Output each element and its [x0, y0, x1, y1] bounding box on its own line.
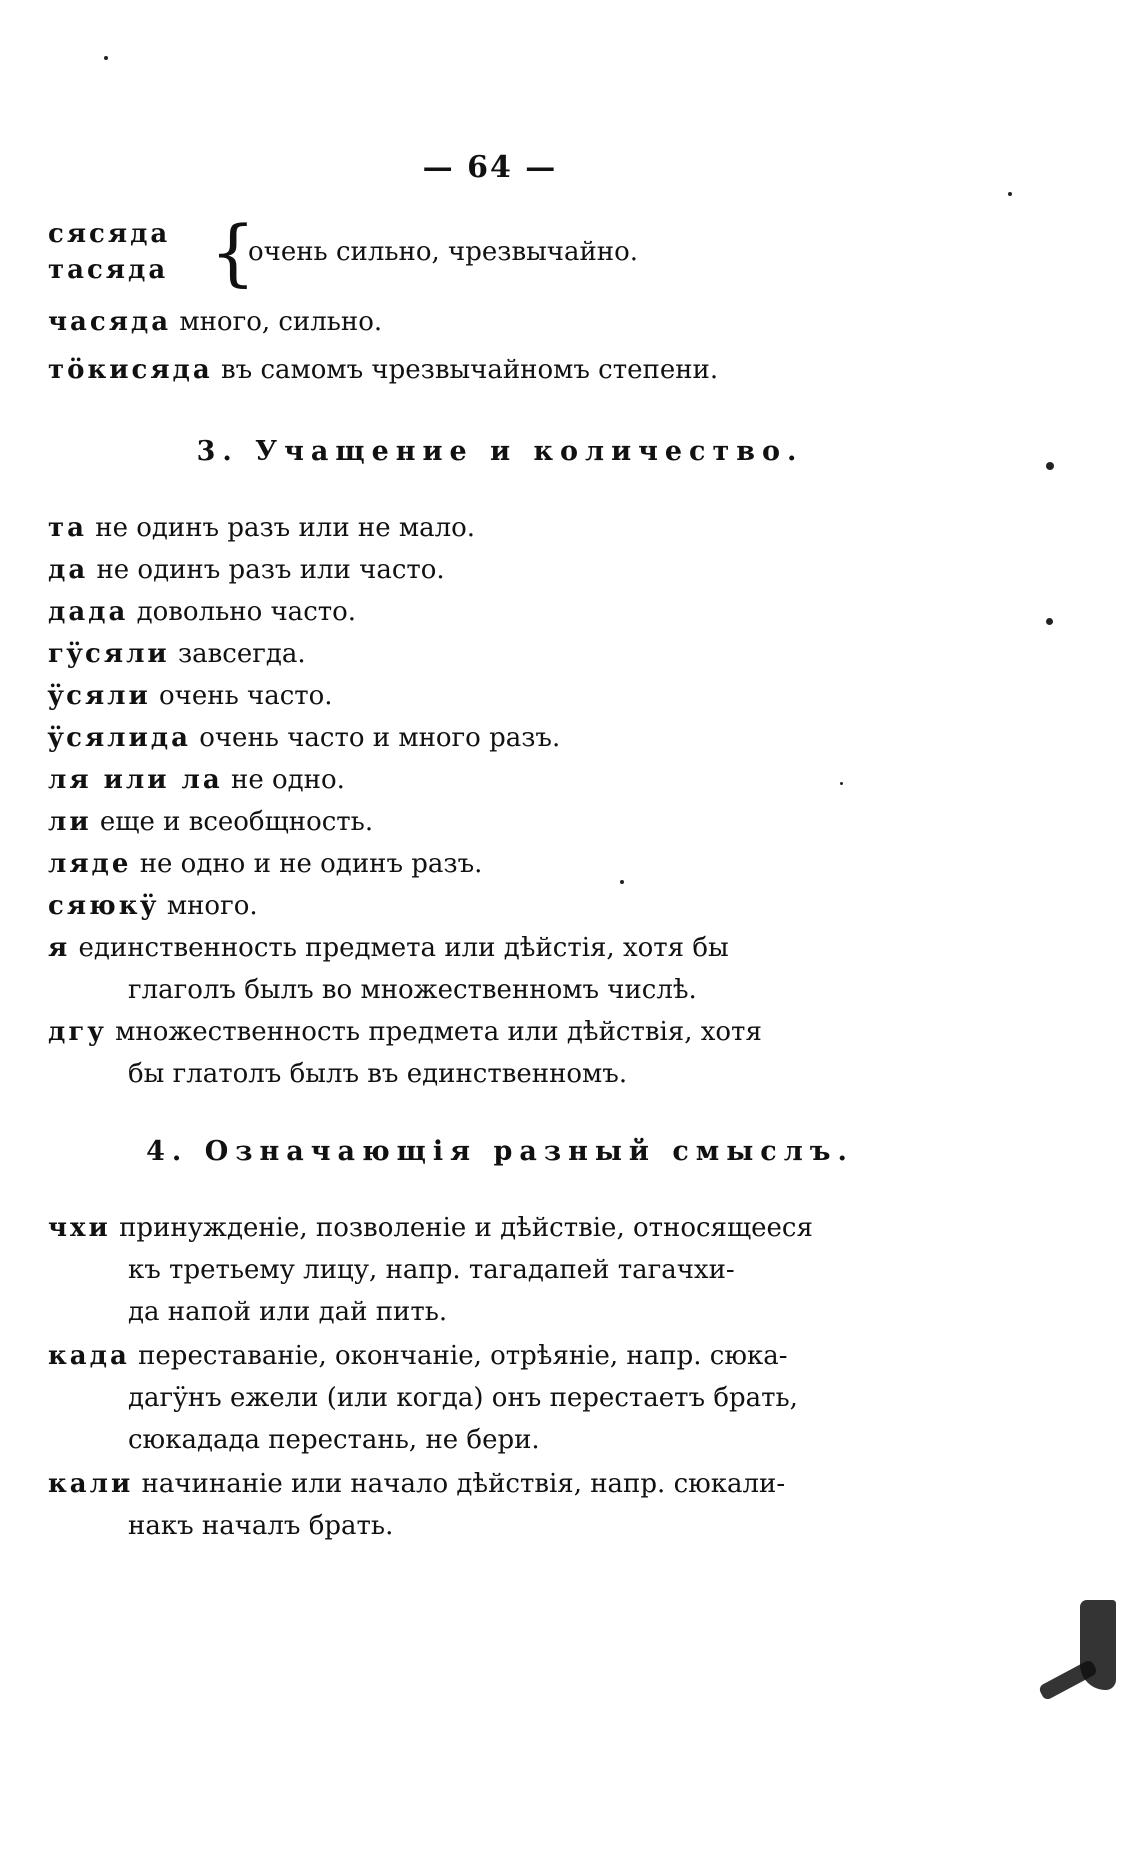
- entry-meaning: не одно и не одинъ разъ.: [139, 849, 483, 879]
- entry-term: та: [48, 513, 87, 543]
- entry-term: дада: [48, 597, 129, 627]
- entry-term: ли: [48, 807, 92, 837]
- entry-meaning: очень часто.: [159, 681, 333, 711]
- entry-term: тöкисяда: [48, 355, 213, 385]
- entry-meaning: принужденіе, позволеніе и дѣйствіе, относящееся: [119, 1213, 813, 1243]
- entry-term: сяюкÿ: [48, 891, 159, 921]
- entry-term: ляде: [48, 849, 132, 879]
- entry-meaning: въ самомъ чрезвычайномъ степени.: [221, 355, 719, 385]
- entry-meaning: единственность предмета или дѣйстія, хотя бы: [78, 933, 729, 963]
- entry-term: чхи: [48, 1213, 111, 1243]
- entry-line: [48, 512, 475, 544]
- entry-continuation: бы глатолъ былъ въ единственномъ.: [128, 1059, 628, 1089]
- scan-speck: [104, 56, 108, 60]
- entry-continuation: къ третьему лицу, напр. тагадапей тагачхи-: [128, 1255, 735, 1285]
- section-heading: 3. Учащение и количество.: [196, 436, 804, 467]
- entry-line: [48, 1212, 813, 1244]
- entry-term: гÿсяли: [48, 639, 170, 669]
- entry-meaning: много, сильно.: [179, 307, 383, 337]
- entry-line: [48, 306, 382, 338]
- entry-line: [48, 722, 560, 754]
- entry-line: [48, 764, 345, 796]
- entry-line: [48, 596, 356, 628]
- entry-meaning: не одинъ разъ или часто.: [96, 555, 445, 585]
- entry-line: [48, 1468, 785, 1500]
- entry-meaning: переставаніе, окончаніе, отрѣяніе, напр. сюка-: [138, 1341, 788, 1371]
- braced-term: тасяда: [48, 255, 169, 285]
- entry-line: [48, 848, 482, 880]
- entry-line: [48, 554, 445, 586]
- scan-speck: [840, 782, 843, 785]
- entry-term: ÿсяли: [48, 681, 151, 711]
- entry-meaning: много.: [166, 891, 258, 921]
- entry-meaning: не одно.: [231, 765, 345, 795]
- entry-term: я: [48, 933, 71, 963]
- entry-continuation: глаголъ былъ во множественномъ числѣ.: [128, 975, 697, 1005]
- entry-term: ля или ла: [48, 765, 223, 795]
- entry-meaning: начинаніе или начало дѣйствія, напр. сюкали-: [141, 1469, 786, 1499]
- curly-brace-icon: {: [210, 210, 256, 294]
- entry-term: кали: [48, 1469, 134, 1499]
- scan-speck: [620, 880, 624, 884]
- entry-line: [48, 890, 258, 922]
- braced-meaning: очень сильно, чрезвычайно.: [248, 237, 639, 267]
- entry-line: [48, 806, 373, 838]
- entry-meaning: множественность предмета или дѣйствія, хотя: [115, 1017, 762, 1047]
- entry-term: часяда: [48, 307, 172, 337]
- scan-speck: [1046, 462, 1054, 470]
- entry-continuation: да напой или дай пить.: [128, 1297, 448, 1327]
- entry-continuation: дагÿнъ ежели (или когда) онъ перестаетъ брать,: [128, 1383, 798, 1413]
- entry-line: [48, 638, 306, 670]
- entry-meaning: не одинъ разъ или не мало.: [95, 513, 476, 543]
- entry-line: [48, 680, 333, 712]
- entry-meaning: довольно часто.: [136, 597, 357, 627]
- entry-term: да: [48, 555, 89, 585]
- scan-speck: [1008, 192, 1012, 196]
- entry-meaning: очень часто и много разъ.: [199, 723, 561, 753]
- entry-continuation: сюкадада перестань, не бери.: [128, 1425, 540, 1455]
- entry-term: ÿсялида: [48, 723, 191, 753]
- page-number: — 64 —: [422, 150, 558, 185]
- entry-line: [48, 1340, 788, 1372]
- entry-term: дгу: [48, 1017, 107, 1047]
- entry-line: [48, 1016, 762, 1048]
- entry-line: [48, 932, 729, 964]
- entry-term: када: [48, 1341, 130, 1371]
- entry-line: [48, 354, 718, 386]
- entry-continuation: накъ началъ брать.: [128, 1511, 394, 1541]
- section-heading: 4. Означающія разный смыслъ.: [146, 1136, 854, 1167]
- entry-meaning: завсегда.: [177, 639, 306, 669]
- scan-speck: [1046, 618, 1053, 625]
- braced-term: сясяда: [48, 219, 171, 249]
- entry-meaning: еще и всеобщность.: [99, 807, 374, 837]
